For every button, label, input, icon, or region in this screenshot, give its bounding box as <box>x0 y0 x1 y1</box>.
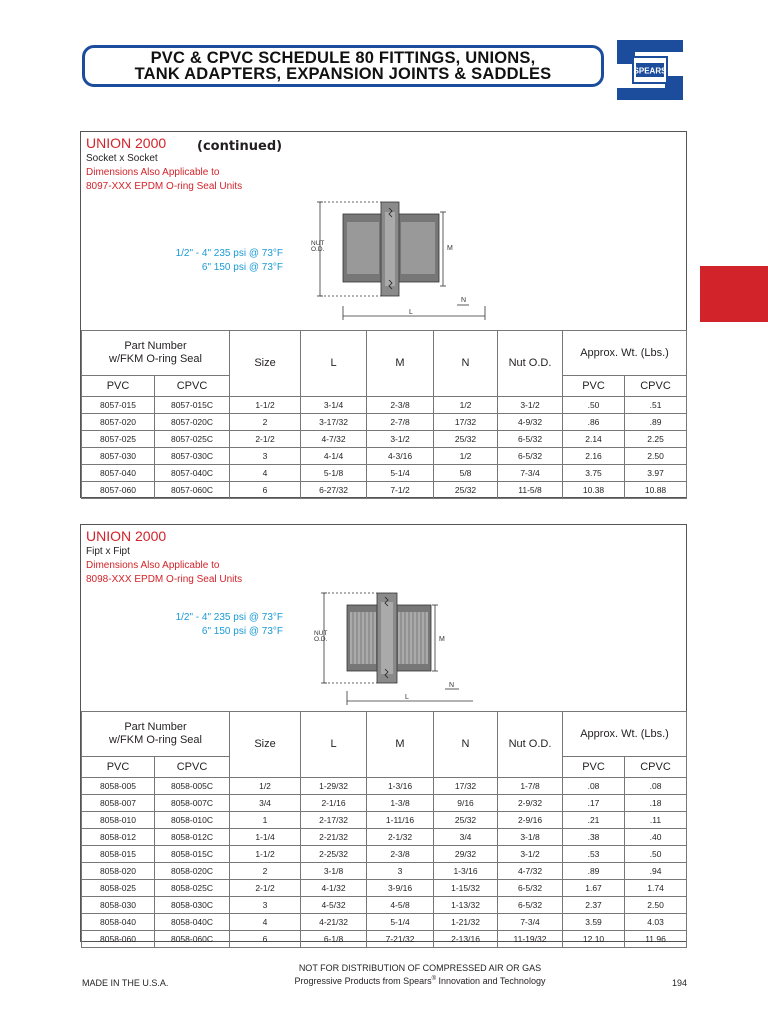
size-cell: 2-1/2 <box>230 431 301 448</box>
pvc-weight-cell: .89 <box>563 863 625 880</box>
n-label: N <box>449 682 455 689</box>
made-in-usa: MADE IN THE U.S.A. <box>82 978 169 988</box>
section-subtitle: Fipt x Fipt <box>86 546 130 557</box>
nut-od-cell: 4-9/32 <box>498 414 563 431</box>
n-header: N <box>434 331 498 397</box>
cpvc-weight-cell: .94 <box>625 863 687 880</box>
n-cell: 3/4 <box>434 829 498 846</box>
pvc-part-cell: 8058-012 <box>82 829 155 846</box>
pvc-weight-cell: 2.37 <box>563 897 625 914</box>
size-cell: 3/4 <box>230 795 301 812</box>
size-cell: 4 <box>230 914 301 931</box>
cpvc-part-cell: 8058-030C <box>155 897 230 914</box>
pvc-header: PVC <box>82 376 155 397</box>
table-row <box>82 931 687 948</box>
cpvc-part-cell: 8058-020C <box>155 863 230 880</box>
pvc-weight-header: PVC <box>563 757 625 778</box>
pvc-part-cell: 8058-010 <box>82 812 155 829</box>
l-cell: 2-25/32 <box>301 846 367 863</box>
footer-notice <box>230 963 610 987</box>
table-row <box>82 414 687 431</box>
pvc-weight-cell: .50 <box>563 397 625 414</box>
m-cell: 4-3/16 <box>367 448 434 465</box>
l-cell: 2-17/32 <box>301 812 367 829</box>
l-cell: 3-1/8 <box>301 863 367 880</box>
m-header: M <box>367 712 434 778</box>
pvc-part-cell: 8058-005 <box>82 778 155 795</box>
l-header: L <box>301 712 367 778</box>
nut-od-cell: 11-19/32 <box>498 931 563 948</box>
l-cell: 6-27/32 <box>301 482 367 499</box>
l-cell: 4-7/32 <box>301 431 367 448</box>
m-cell: 7-1/2 <box>367 482 434 499</box>
nut-od-cell: 11-5/8 <box>498 482 563 499</box>
cpvc-part-cell: 8058-025C <box>155 880 230 897</box>
pvc-weight-cell: 2.16 <box>563 448 625 465</box>
nut-od-cell: 2-9/16 <box>498 812 563 829</box>
pressure-rating-2: 6" 150 psi @ 73°F <box>201 626 283 637</box>
cpvc-part-cell: 8057-020C <box>155 414 230 431</box>
l-cell: 3-17/32 <box>301 414 367 431</box>
pvc-weight-cell: .17 <box>563 795 625 812</box>
cpvc-weight-cell: .08 <box>625 778 687 795</box>
n-label: N <box>461 297 467 304</box>
size-cell: 1 <box>230 812 301 829</box>
table-row <box>82 397 687 414</box>
n-cell: 5/8 <box>434 465 498 482</box>
part-number-header: Part Number w/FKM O-ring Seal <box>82 712 230 757</box>
m-label: M <box>439 636 445 643</box>
cpvc-part-cell: 8058-015C <box>155 846 230 863</box>
size-cell: 3 <box>230 897 301 914</box>
size-cell: 2 <box>230 863 301 880</box>
m-label: M <box>447 245 453 252</box>
size-cell: 2-1/2 <box>230 880 301 897</box>
pvc-part-cell: 8058-020 <box>82 863 155 880</box>
n-cell: 25/32 <box>434 482 498 499</box>
l-cell: 5-1/8 <box>301 465 367 482</box>
table-row <box>82 863 687 880</box>
l-cell: 4-5/32 <box>301 897 367 914</box>
cpvc-part-cell: 8057-060C <box>155 482 230 499</box>
weight-header: Approx. Wt. (Lbs.) <box>563 712 687 757</box>
tagline: Progressive Products from Spears® Innovation and Technology <box>294 976 546 986</box>
cpvc-weight-cell: .40 <box>625 829 687 846</box>
l-cell: 1-29/32 <box>301 778 367 795</box>
table-row <box>82 448 687 465</box>
pvc-part-cell: 8057-020 <box>82 414 155 431</box>
table-row <box>82 897 687 914</box>
pvc-part-cell: 8057-030 <box>82 448 155 465</box>
cpvc-weight-cell: 3.97 <box>625 465 687 482</box>
od-label: O.D. <box>314 636 328 643</box>
nut-od-cell: 3-1/2 <box>498 397 563 414</box>
n-cell: 17/32 <box>434 414 498 431</box>
pvc-weight-cell: 10.38 <box>563 482 625 499</box>
section-title: UNION 2000 <box>86 528 167 544</box>
cpvc-weight-cell: .11 <box>625 812 687 829</box>
size-header: Size <box>230 331 301 397</box>
l-cell: 4-1/4 <box>301 448 367 465</box>
cpvc-part-cell: 8058-007C <box>155 795 230 812</box>
note-line1: Dimensions Also Applicable to <box>86 560 220 571</box>
l-cell: 3-1/4 <box>301 397 367 414</box>
union-socket-section <box>80 131 687 498</box>
cpvc-weight-header: CPVC <box>625 376 687 397</box>
cpvc-part-cell: 8057-040C <box>155 465 230 482</box>
size-cell: 6 <box>230 931 301 948</box>
table-row <box>82 795 687 812</box>
pvc-part-cell: 8057-015 <box>82 397 155 414</box>
cpvc-part-cell: 8057-030C <box>155 448 230 465</box>
table-row <box>82 431 687 448</box>
pvc-part-cell: 8057-040 <box>82 465 155 482</box>
cpvc-part-cell: 8058-012C <box>155 829 230 846</box>
cpvc-part-cell: 8057-015C <box>155 397 230 414</box>
cpvc-header: CPVC <box>155 757 230 778</box>
m-cell: 3 <box>367 863 434 880</box>
od-label: O.D. <box>311 246 325 253</box>
cpvc-header: CPVC <box>155 376 230 397</box>
m-cell: 3-9/16 <box>367 880 434 897</box>
union-socket-drawing <box>309 198 469 322</box>
n-cell: 1-13/32 <box>434 897 498 914</box>
union-fipt-drawing <box>313 589 453 705</box>
nut-od-cell: 7-3/4 <box>498 914 563 931</box>
n-cell: 1/2 <box>434 448 498 465</box>
m-cell: 2-3/8 <box>367 846 434 863</box>
cpvc-weight-cell: .18 <box>625 795 687 812</box>
section-subtitle: Socket x Socket <box>86 153 158 164</box>
pressure-rating-1: 1/2" - 4" 235 psi @ 73°F <box>175 612 283 623</box>
note-line1: Dimensions Also Applicable to <box>86 167 220 178</box>
m-cell: 2-7/8 <box>367 414 434 431</box>
nut-od-cell: 6-5/32 <box>498 880 563 897</box>
pvc-part-cell: 8058-015 <box>82 846 155 863</box>
pvc-weight-cell: .86 <box>563 414 625 431</box>
compressed-air-notice: NOT FOR DISTRIBUTION OF COMPRESSED AIR OR GAS <box>298 963 542 973</box>
part-number-header: Part Number w/FKM O-ring Seal <box>82 331 230 376</box>
pvc-part-cell: 8058-060 <box>82 931 155 948</box>
m-cell: 5-1/4 <box>367 465 434 482</box>
size-cell: 4 <box>230 465 301 482</box>
n-cell: 25/32 <box>434 431 498 448</box>
n-cell: 9/16 <box>434 795 498 812</box>
pressure-rating-1: 1/2" - 4" 235 psi @ 73°F <box>175 248 283 259</box>
pvc-part-cell: 8058-040 <box>82 914 155 931</box>
nut-label: NUT <box>311 240 325 247</box>
nut-od-cell: 3-1/2 <box>498 846 563 863</box>
nut-od-cell: 6-5/32 <box>498 431 563 448</box>
n-header: N <box>434 712 498 778</box>
size-cell: 6 <box>230 482 301 499</box>
page-title-banner <box>82 45 604 87</box>
cpvc-weight-header: CPVC <box>625 757 687 778</box>
weight-header: Approx. Wt. (Lbs.) <box>563 331 687 376</box>
n-cell: 2-13/16 <box>434 931 498 948</box>
pvc-header: PVC <box>82 757 155 778</box>
cpvc-part-cell: 8057-025C <box>155 431 230 448</box>
cpvc-weight-cell: 1.74 <box>625 880 687 897</box>
table-row <box>82 829 687 846</box>
pvc-weight-cell: .53 <box>563 846 625 863</box>
union-fipt-section <box>80 524 687 942</box>
pvc-part-cell: 8057-060 <box>82 482 155 499</box>
pvc-part-cell: 8058-030 <box>82 897 155 914</box>
cpvc-weight-cell: 10.88 <box>625 482 687 499</box>
m-cell: 3-1/2 <box>367 431 434 448</box>
l-cell: 4-21/32 <box>301 914 367 931</box>
pvc-weight-cell: 3.59 <box>563 914 625 931</box>
cpvc-weight-cell: .89 <box>625 414 687 431</box>
pvc-weight-cell: 1.67 <box>563 880 625 897</box>
cpvc-weight-cell: 2.50 <box>625 897 687 914</box>
nut-od-cell: 7-3/4 <box>498 465 563 482</box>
cpvc-weight-cell: 2.50 <box>625 448 687 465</box>
nut-od-cell: 3-1/8 <box>498 829 563 846</box>
table-row <box>82 812 687 829</box>
nut-label: NUT <box>314 630 328 637</box>
pvc-weight-cell: .21 <box>563 812 625 829</box>
size-cell: 3 <box>230 448 301 465</box>
m-cell: 2-3/8 <box>367 397 434 414</box>
m-cell: 4-5/8 <box>367 897 434 914</box>
page-title-line1: PVC & CPVC SCHEDULE 80 FITTINGS, UNIONS, <box>150 49 536 67</box>
l-header: L <box>301 331 367 397</box>
size-cell: 1-1/2 <box>230 397 301 414</box>
pvc-part-cell: 8058-025 <box>82 880 155 897</box>
l-cell: 2-21/32 <box>301 829 367 846</box>
section-tab-marker <box>700 266 768 322</box>
size-cell: 1-1/2 <box>230 846 301 863</box>
m-cell: 1-3/8 <box>367 795 434 812</box>
m-cell: 2-1/32 <box>367 829 434 846</box>
pvc-weight-cell: .38 <box>563 829 625 846</box>
note-line2: 8097-XXX EPDM O-ring Seal Units <box>86 181 243 192</box>
l-cell: 2-1/16 <box>301 795 367 812</box>
pvc-weight-cell: 2.14 <box>563 431 625 448</box>
page-number: 194 <box>672 978 688 988</box>
table-row <box>82 846 687 863</box>
n-cell: 1-3/16 <box>434 863 498 880</box>
m-cell: 1-3/16 <box>367 778 434 795</box>
nut-od-cell: 6-5/32 <box>498 897 563 914</box>
continued-label: (continued) <box>197 139 283 154</box>
l-cell: 6-1/8 <box>301 931 367 948</box>
n-cell: 1/2 <box>434 397 498 414</box>
note-line2: 8098-XXX EPDM O-ring Seal Units <box>86 574 243 585</box>
cpvc-weight-cell: .50 <box>625 846 687 863</box>
n-cell: 1-21/32 <box>434 914 498 931</box>
size-cell: 1-1/4 <box>230 829 301 846</box>
union-fipt-table <box>81 711 687 948</box>
n-cell: 25/32 <box>434 812 498 829</box>
cpvc-part-cell: 8058-040C <box>155 914 230 931</box>
m-cell: 5-1/4 <box>367 914 434 931</box>
table-row <box>82 914 687 931</box>
cpvc-weight-cell: 2.25 <box>625 431 687 448</box>
table-row <box>82 465 687 482</box>
m-cell: 1-11/16 <box>367 812 434 829</box>
pvc-weight-cell: 12.10 <box>563 931 625 948</box>
size-cell: 1/2 <box>230 778 301 795</box>
logo-text: SPEARS <box>633 66 667 76</box>
table-row <box>82 880 687 897</box>
section-title: UNION 2000 <box>86 135 167 151</box>
pvc-weight-cell: .08 <box>563 778 625 795</box>
pvc-part-cell: 8057-025 <box>82 431 155 448</box>
pvc-weight-cell: 3.75 <box>563 465 625 482</box>
nut-od-cell: 2-9/32 <box>498 795 563 812</box>
pvc-weight-header: PVC <box>563 376 625 397</box>
table-row <box>82 778 687 795</box>
cpvc-weight-cell: 4.03 <box>625 914 687 931</box>
n-cell: 17/32 <box>434 778 498 795</box>
nut-od-cell: 6-5/32 <box>498 448 563 465</box>
page-title-line2: TANK ADAPTERS, EXPANSION JOINTS & SADDLES <box>134 65 552 83</box>
l-label: L <box>405 694 409 701</box>
n-cell: 1-15/32 <box>434 880 498 897</box>
size-cell: 2 <box>230 414 301 431</box>
union-socket-table <box>81 330 687 499</box>
pressure-rating-2: 6" 150 psi @ 73°F <box>201 262 283 273</box>
size-header: Size <box>230 712 301 778</box>
nut-od-cell: 1-7/8 <box>498 778 563 795</box>
nut-od-cell: 4-7/32 <box>498 863 563 880</box>
spears-logo <box>613 36 687 104</box>
cpvc-part-cell: 8058-010C <box>155 812 230 829</box>
table-row <box>82 482 687 499</box>
m-cell: 7-21/32 <box>367 931 434 948</box>
cpvc-weight-cell: .51 <box>625 397 687 414</box>
l-cell: 4-1/32 <box>301 880 367 897</box>
n-cell: 29/32 <box>434 846 498 863</box>
nut-od-header: Nut O.D. <box>498 712 563 778</box>
l-label: L <box>409 309 413 316</box>
nut-od-header: Nut O.D. <box>498 331 563 397</box>
pvc-part-cell: 8058-007 <box>82 795 155 812</box>
cpvc-part-cell: 8058-005C <box>155 778 230 795</box>
cpvc-part-cell: 8058-060C <box>155 931 230 948</box>
cpvc-weight-cell: 11.96 <box>625 931 687 948</box>
m-header: M <box>367 331 434 397</box>
